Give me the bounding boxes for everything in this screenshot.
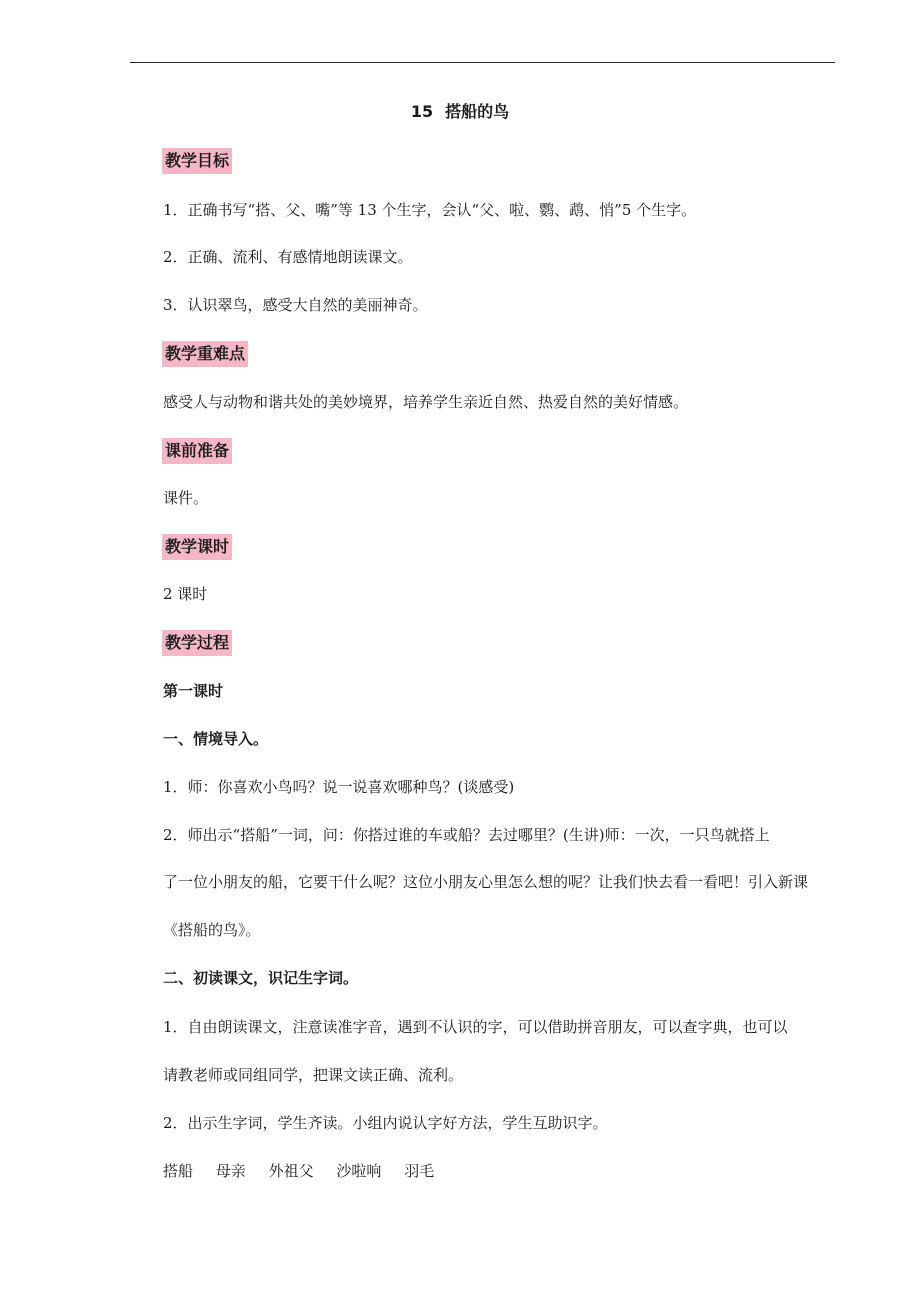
section-heading-process: 教学过程 bbox=[162, 630, 232, 656]
part1-item-2-line-3: 《搭船的鸟》。 bbox=[163, 921, 261, 939]
section-heading-goals: 教学目标 bbox=[162, 148, 232, 174]
part2-item-1-line-2: 请教老师或同组同学，把课文读正确、流利。 bbox=[163, 1066, 464, 1084]
part1-title: 一、情境导入。 bbox=[163, 730, 269, 748]
vocab-word: 沙啦响 bbox=[336, 1162, 382, 1180]
key-points-text: 感受人与动物和谐共处的美妙境界，培养学生亲近自然、热爱自然的美好情感。 bbox=[163, 393, 689, 411]
part2-item-1-line-1: 1．自由朗读课文，注意读准字音，遇到不认识的字，可以借助拼音朋友，可以查字典，也可以 bbox=[163, 1018, 788, 1036]
part1-item-2-line-2: 了一位小朋友的船，它要干什么呢？这位小朋友心里怎么想的呢？让我们快去看一看吧！引入新课 bbox=[163, 873, 809, 891]
vocab-word: 羽毛 bbox=[404, 1162, 435, 1180]
goal-item-2: 2．正确、流利、有感情地朗读课文。 bbox=[163, 248, 413, 266]
vocab-word: 母亲 bbox=[215, 1162, 246, 1180]
section-heading-preparation: 课前准备 bbox=[162, 438, 232, 464]
hours-text: 2 课时 bbox=[163, 585, 208, 603]
part1-item-2-line-1: 2．师出示“搭船”一词，问：你搭过谁的车或船？去过哪里？(生讲)师：一次，一只鸟就搭上 bbox=[163, 826, 770, 844]
lesson-title: 搭船的鸟 bbox=[445, 102, 510, 121]
preparation-text: 课件。 bbox=[163, 489, 209, 507]
lesson-number: 15 bbox=[410, 102, 434, 121]
part2-title: 二、初读课文，识记生字词。 bbox=[163, 969, 359, 987]
lesson-period-label: 第一课时 bbox=[163, 682, 224, 700]
section-heading-key-points: 教学重难点 bbox=[162, 341, 248, 367]
header-rule bbox=[130, 62, 835, 63]
goal-item-3: 3．认识翠鸟，感受大自然的美丽神奇。 bbox=[163, 296, 428, 314]
goal-item-1: 1．正确书写“搭、父、嘴”等 13 个生字，会认“父、啦、鹦、鹉、悄”5 个生字。 bbox=[163, 201, 697, 219]
vocabulary-list bbox=[163, 1159, 452, 1183]
page-title bbox=[0, 100, 920, 124]
part2-item-2: 2．出示生字词，学生齐读。小组内说认字好方法，学生互助识字。 bbox=[163, 1114, 608, 1132]
section-heading-hours: 教学课时 bbox=[162, 534, 232, 560]
part1-item-1: 1．师：你喜欢小鸟吗？说一说喜欢哪种鸟？(谈感受) bbox=[163, 778, 515, 796]
vocab-word: 外祖父 bbox=[268, 1162, 314, 1180]
vocab-word: 搭船 bbox=[163, 1162, 194, 1180]
